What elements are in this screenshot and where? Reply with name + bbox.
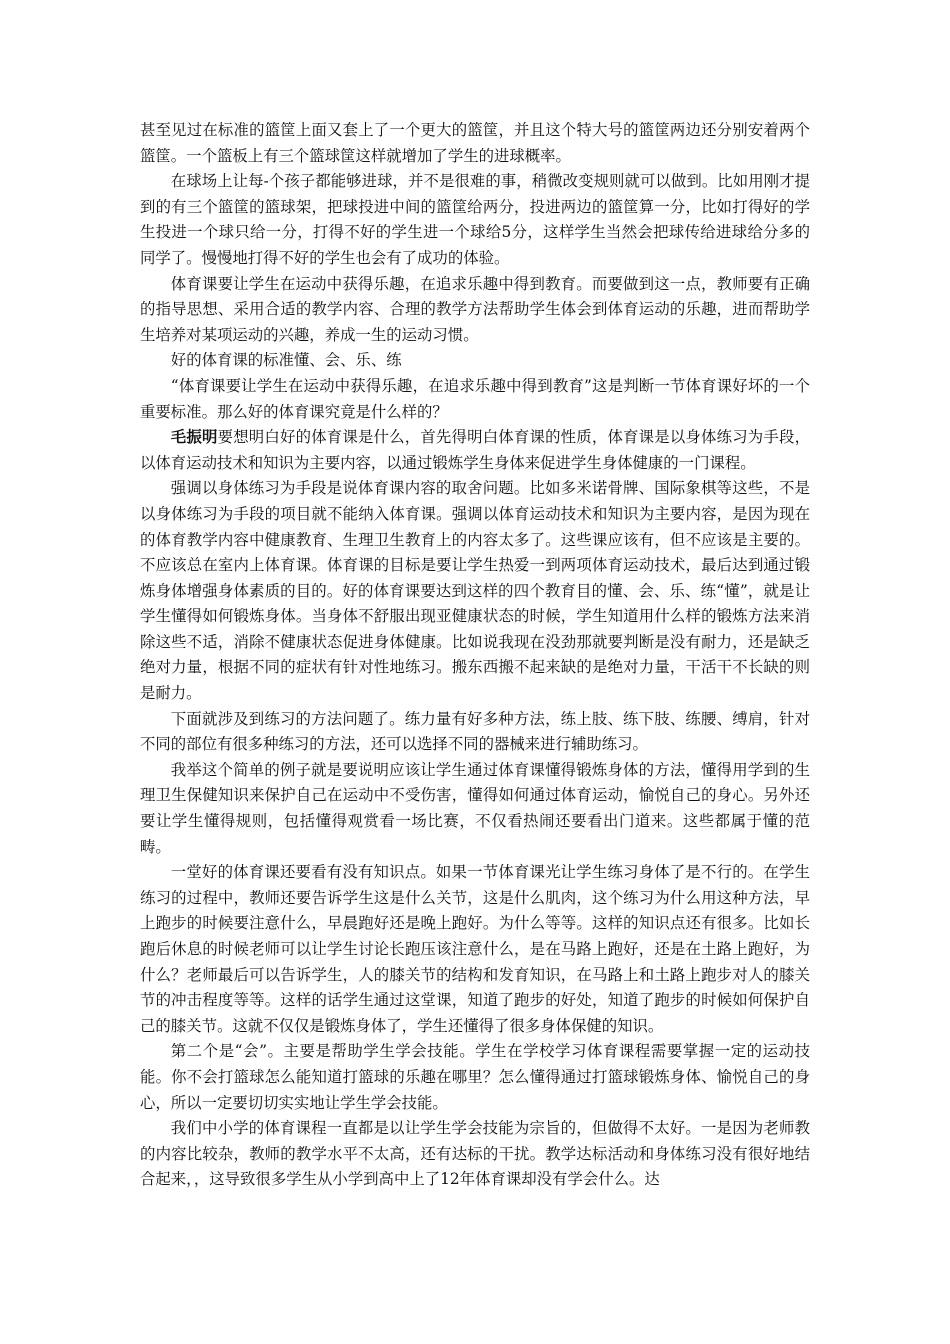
paragraph: 在球场上让每-个孩子都能够进球，并不是很难的事，稍微改变规则就可以做到。比如用刚才提到的有三个篮筐的篮球架，把球投进中间的篮筐给两分，投进两边的篮筐算一分，比如打得好的学生投进一个球只给一分，打得不好的学生进一个球给5分，这样学生当然会把球传给进球给分多的同学了。慢慢地打得不好的学生也会有了成功的体验。 (140, 172, 810, 267)
paragraph: 一堂好的体育课还要看有没有知识点。如果一节体育课光让学生练习身体了是不行的。在学生练习的过程中，教师还要告诉学生这是什么关节，这是什么肌肉，这个练习为什么用这种方法，早上跑步的时候要注意什么，早晨跑好还是晚上跑好。为什么等等。这样的知识点还有很多。比如长跑后休息的时候老师可以让学生讨论长跑压该注意什么，是在马路上跑好，还是在土路上跑好，为什么？老师最后可以告诉学生，人的膝关节的结构和发育知识，在马路上和土路上跑步对人的膝关节的冲击程度等等。这样的话学生通过这堂课，知道了跑步的好处，知道了跑步的时候如何保护自己的膝关节。这就不仅仅是锻炼身体了，学生还懂得了很多身体保健的知识。 (140, 863, 810, 1035)
section-heading: 好的体育课的标准懂、会、乐、练 (170, 351, 402, 370)
paragraph (140, 425, 810, 476)
paragraph-text: 要想明白好的体育课是什么，首先得明白体育课的性质，体育课是以身体练习为手段，以体育运动技术和知识为主要内容，以通过锻炼学生身体来促进学生身体健康的一门课程。 (140, 428, 810, 472)
paragraph: “体育课要让学生在运动中获得乐趣，在追求乐趣中得到教育”这是判断一节体育课好坏的一个重要标准。那么好的体育课究竟是什么样的？ (140, 376, 810, 421)
paragraph: 体育课要让学生在运动中获得乐趣，在追求乐趣中得到教育。而要做到这一点，教师要有正确的指导思想、采用合适的教学内容、合理的教学方法帮助学生体会到体育运动的乐趣，进而帮助学生培养对某项运动的兴趣，养成一生的运动习惯。 (140, 274, 810, 344)
paragraph: 第二个是“会”。主要是帮助学生学会技能。学生在学校学习体育课程需要掌握一定的运动技能。你不会打篮球怎么能知道打篮球的乐趣在哪里？怎么懂得通过打篮球锻炼身体、愉悦自己的身心，所以一定要切切实实地让学生学会技能。 (140, 1042, 810, 1112)
speaker-name: 毛振明 (170, 428, 218, 447)
paragraph: 我们中小学的体育课程一直都是以让学生学会技能为宗旨的，但做得不太好。一是因为老师教的内容比较杂，教师的教学水平不太高，还有达标的干扰。教学达标活动和身体练习没有很好地结合起来，，这导致很多学生从小学到高中上了12年体育课却没有学会什么。达 (140, 1119, 810, 1189)
paragraph-continuation: 甚至见过在标准的篮筐上面又套上了一个更大的篮筐，并且这个特大号的篮筐两边还分别安着两个篮筐。一个篮板上有三个篮球筐这样就增加了学生的进球概率。 (140, 121, 810, 165)
paragraph: 下面就涉及到练习的方法问题了。练力量有好多种方法，练上肢、练下肢、练腰、缚肩，针对不同的部位有很多种练习的方法，还可以选择不同的器械来进行辅助练习。 (140, 709, 810, 754)
document-page (140, 118, 810, 1193)
paragraph: 强调以身体练习为手段是说体育课内容的取舍问题。比如多米诺骨牌、国际象棋等这些，不是以身体练习为手段的项目就不能纳入体育课。强调以体育运动技术和知识为主要内容，是因为现在的体育教学内容中健康教育、生理卫生教育上的内容太多了。这些课应该有，但不应该是主要的。不应该总在室内上体育课。体育课的目标是要让学生热爱一到两项体育运动技术，最后达到通过锻炼身体增强身体素质的目的。好的体育课要达到这样的四个教育目的懂、会、乐、练“懂”，就是让学生懂得如何锻炼身体。当身体不舒服出现亚健康状态的时候，学生知道用什么样的锻炼方法来消除这些不适，消除不健康状态促进身体健康。比如说我现在没劲那就要判断是没有耐力，还是缺乏绝对力量，根据不同的症状有针对性地练习。搬东西搬不起来缺的是绝对力量，干活干不长缺的则是耐力。 (140, 479, 810, 703)
paragraph: 我举这个简单的例子就是要说明应该让学生通过体育课懂得锻炼身体的方法，懂得用学到的生理卫生保健知识来保护自己在运动中不受伤害，懂得如何通过体育运动，愉悦自己的身心。另外还要让学生懂得规则，包括懂得观赏看一场比赛，不仅看热闹还要看出门道来。这些都属于懂的范畴。 (140, 760, 810, 856)
